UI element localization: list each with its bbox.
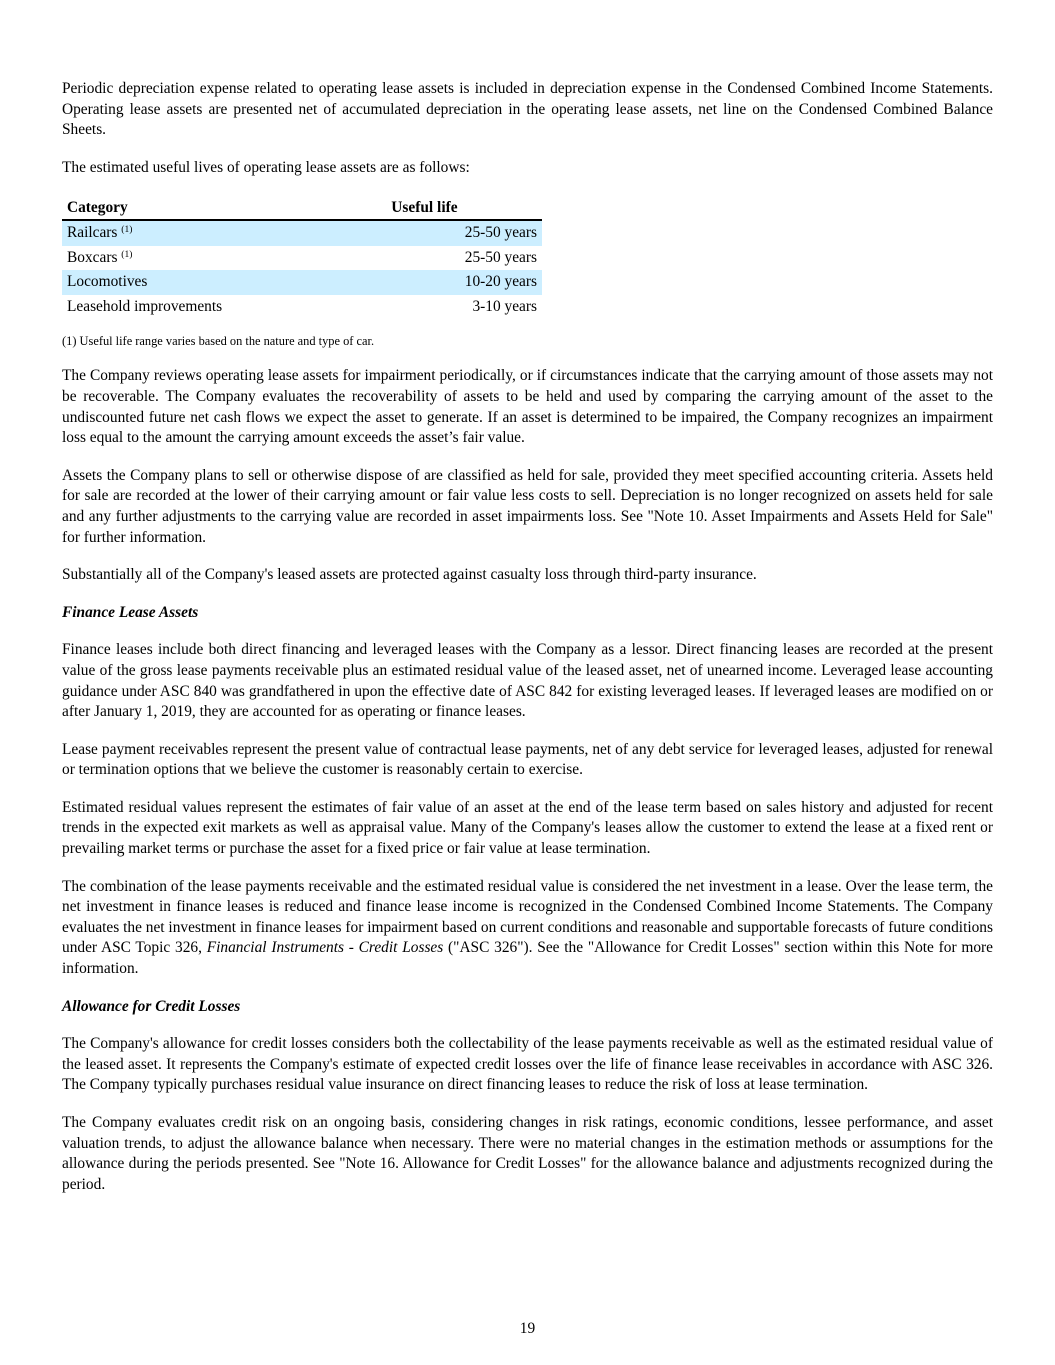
header-useful-life: Useful life: [377, 196, 542, 220]
row-useful-life: 10-20 years: [377, 270, 542, 295]
paragraph-residual-values: Estimated residual values represent the estimates of fair value of an asset at the end of the lease term based on sales history and adjusted for recent trends in the expected exit markets as well as appraisal value. Many of the Company's leases allow the customer to extend the lease at a fixed rent or prevailing market terms or purchase the asset for a fixed price or fair value at lease termination.: [62, 798, 993, 858]
table-footnote: (1) Useful life range varies based on the nature and type of car.: [62, 334, 375, 349]
footnote-marker: (1): [121, 225, 133, 236]
useful-lives-table: [62, 196, 542, 319]
table-header-row: [62, 196, 542, 220]
paragraph-allowance: The Company's allowance for credit losses considers both the collectability of the lease payments receivable as well as the estimated residual value of the leased asset. It represents the Company's estimate of expected credit losses over the life of finance lease receivables in accordance with ASC 326. The Company typically purchases residual value insurance on direct financing leases to reduce the risk of loss at lease termination.: [62, 1035, 993, 1094]
table-row: [62, 270, 542, 295]
paragraph-credit-risk: The Company evaluates credit risk on an ongoing basis, considering changes in risk ratings, economic conditions, lessee performance, and asset valuation trends, to adjust the allowance balance when necessary. There were no material changes in the estimation methods or assumptions for the allowance during the periods presented. See "Note 16. Allowance for Credit Losses" for the allowance balance and adjustments recognized during the period.: [62, 1114, 993, 1193]
paragraph-held-for-sale: Assets the Company plans to sell or otherwise dispose of are classified as held for sale, provided they meet specified accounting criteria. Assets held for sale are recorded at the lower of their carrying amount or fair value less costs to sell. Depreciation is no longer recognized on assets held for sale and any further adjustments to the carrying value are recorded in asset impairments loss. See "Note 10. Asset Impairments and Assets Held for Sale" for further information.: [62, 466, 993, 546]
page-number: 19: [519, 1320, 536, 1337]
row-category: Leasehold improvements: [67, 297, 223, 315]
paragraph-finance-leases: Finance leases include both direct financing and leveraged leases with the Company as a lessor. Direct financing leases are recorded at the present value of the gross lease payments receivable plus an estimated residual value of the leased asset, net of unearned income. Leveraged lease accounting guidance under ASC 840 was grandfathered in upon the effective date of ASC 842 for existing leveraged leases. If leveraged leases are modified on or after January 1, 2019, they are accounted for as operating or finance leases.: [62, 641, 993, 721]
row-category: Locomotives: [62, 270, 377, 295]
table-row: [62, 220, 542, 246]
document-page: [62, 79, 993, 1195]
paragraph-depreciation: Periodic depreciation expense related to operating lease assets is included in depreciation expense in the Condensed Combined Income Statements. Operating lease assets are presented net of accumulated depreciation in the operating lease assets, net line on the Condensed Combined Balance Sheets.: [62, 80, 993, 139]
asc-326-title: Financial Instruments - Credit Losses: [206, 939, 444, 957]
header-category: Category: [62, 196, 377, 220]
row-useful-life: 3-10 years: [472, 297, 537, 315]
row-useful-life: 25-50 years: [377, 220, 542, 246]
paragraph-lease-receivables: Lease payment receivables represent the present value of contractual lease payments, net of any debt service for leveraged leases, adjusted for renewal or termination options that we believe the customer is reasonably certain to exercise.: [62, 740, 993, 779]
heading-finance-lease-assets: Finance Lease Assets: [62, 603, 199, 621]
paragraph-casualty-insurance: Substantially all of the Company's leased assets are protected against casualty loss through third-party insurance.: [62, 566, 757, 584]
table-row: [62, 246, 542, 271]
footnote-marker: (1): [121, 249, 133, 260]
paragraph-impairment-review: The Company reviews operating lease assets for impairment periodically, or if circumstances indicate that the carrying amount of those assets may not be recoverable. The Company evaluates the recoverability of assets to be held and used by comparing the carrying amount of the asset to the undiscounted future net cash flows we expect the asset to generate. If an asset is determined to be impaired, the Company recognizes an impairment loss equal to the amount the carrying amount exceeds the asset’s fair value.: [62, 367, 993, 447]
paragraph-net-investment: The combination of the lease payments receivable and the estimated residual value is considered the net investment in a lease. Over the lease term, the net investment in finance leases is reduced and finance lease income is recognized in the Condensed Combined Income Statements. The Company evaluates the net investment in finance leases for impairment based on current conditions and reasonable and supportable forecasts of future conditions under ASC Topic 326, Financial Instruments - Credit Losses ("ASC 326"). See the "Allowance for Credit Losses" section within this Note for more information.: [62, 877, 993, 978]
table-row: [62, 295, 542, 320]
row-category: Railcars $^{(1)}$: [62, 220, 377, 246]
heading-allowance-credit-losses: Allowance for Credit Losses: [62, 997, 241, 1015]
row-useful-life: 25-50 years: [464, 248, 537, 266]
paragraph-useful-lives-intro: The estimated useful lives of operating lease assets are as follows:: [62, 158, 470, 176]
row-category: Boxcars $^{(1)}$: [67, 248, 133, 266]
